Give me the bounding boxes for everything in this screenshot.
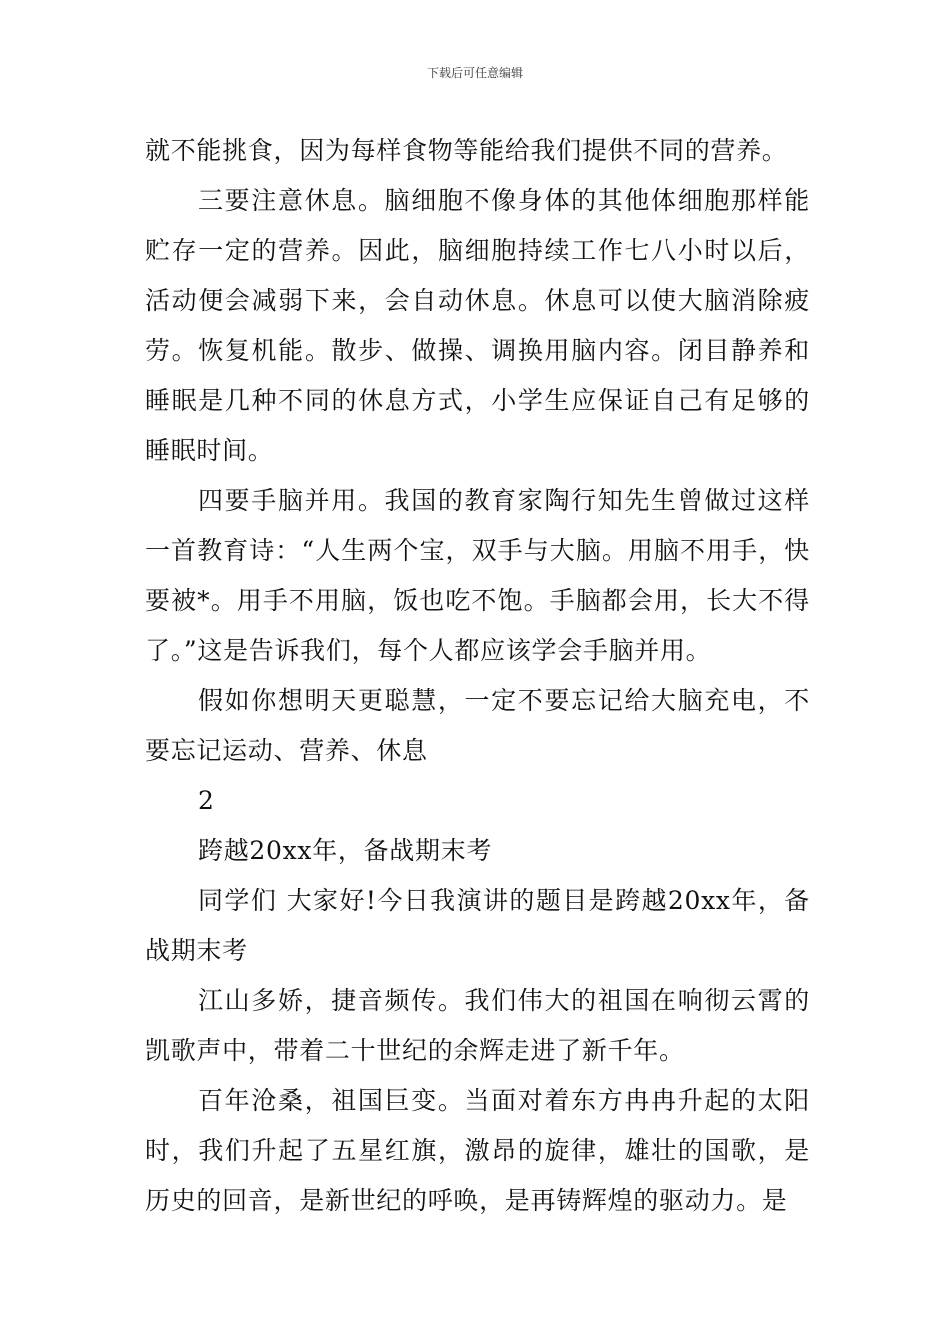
section-number: 2: [198, 786, 215, 815]
paragraph-conclusion: 假如你想明天更聪慧，一定不要忘记给大脑充电，不要忘记运动、营养、休息: [145, 686, 810, 765]
document-body: [145, 126, 810, 1226]
paragraph-hands-and-brain: 四要手脑并用。我国的教育家陶行知先生曾做过这样一首教育诗：“人生两个宝，双手与大脑。用脑不用手，快要被*。用手不用脑，饭也吃不饱。手脑都会用，长大不得了。”这是告诉我们，每个人都应该学会手脑并用。: [145, 486, 810, 665]
section-title: 跨越20xx年，备战期末考: [198, 836, 493, 865]
paragraph-greeting: 同学们 大家好!今日我演讲的题目是跨越20xx年，备战期末考: [145, 886, 810, 965]
paragraph-motherland: 江山多娇，捷音频传。我们伟大的祖国在响彻云霄的凯歌声中，带着二十世纪的余辉走进了新千年。: [145, 986, 810, 1065]
paragraph-century: 百年沧桑，祖国巨变。当面对着东方冉冉升起的太阳时，我们升起了五星红旗，激昂的旋律，雄壮的国歌，是历史的回音，是新世纪的呼唤，是再铸辉煌的驱动力。是: [145, 1086, 810, 1215]
paragraph-continuation: 就不能挑食，因为每样食物等能给我们提供不同的营养。: [145, 136, 788, 165]
page-header: 下载后可任意编辑: [426, 66, 523, 80]
paragraph-rest: 三要注意休息。脑细胞不像身体的其他体细胞那样能贮存一定的营养。因此，脑细胞持续工作七八小时以后，活动便会减弱下来，会自动休息。休息可以使大脑消除疲劳。恢复机能。散步、做操、调换用脑内容。闭目静养和睡眠是几种不同的休息方式，小学生应保证自己有足够的睡眠时间。: [145, 186, 810, 465]
